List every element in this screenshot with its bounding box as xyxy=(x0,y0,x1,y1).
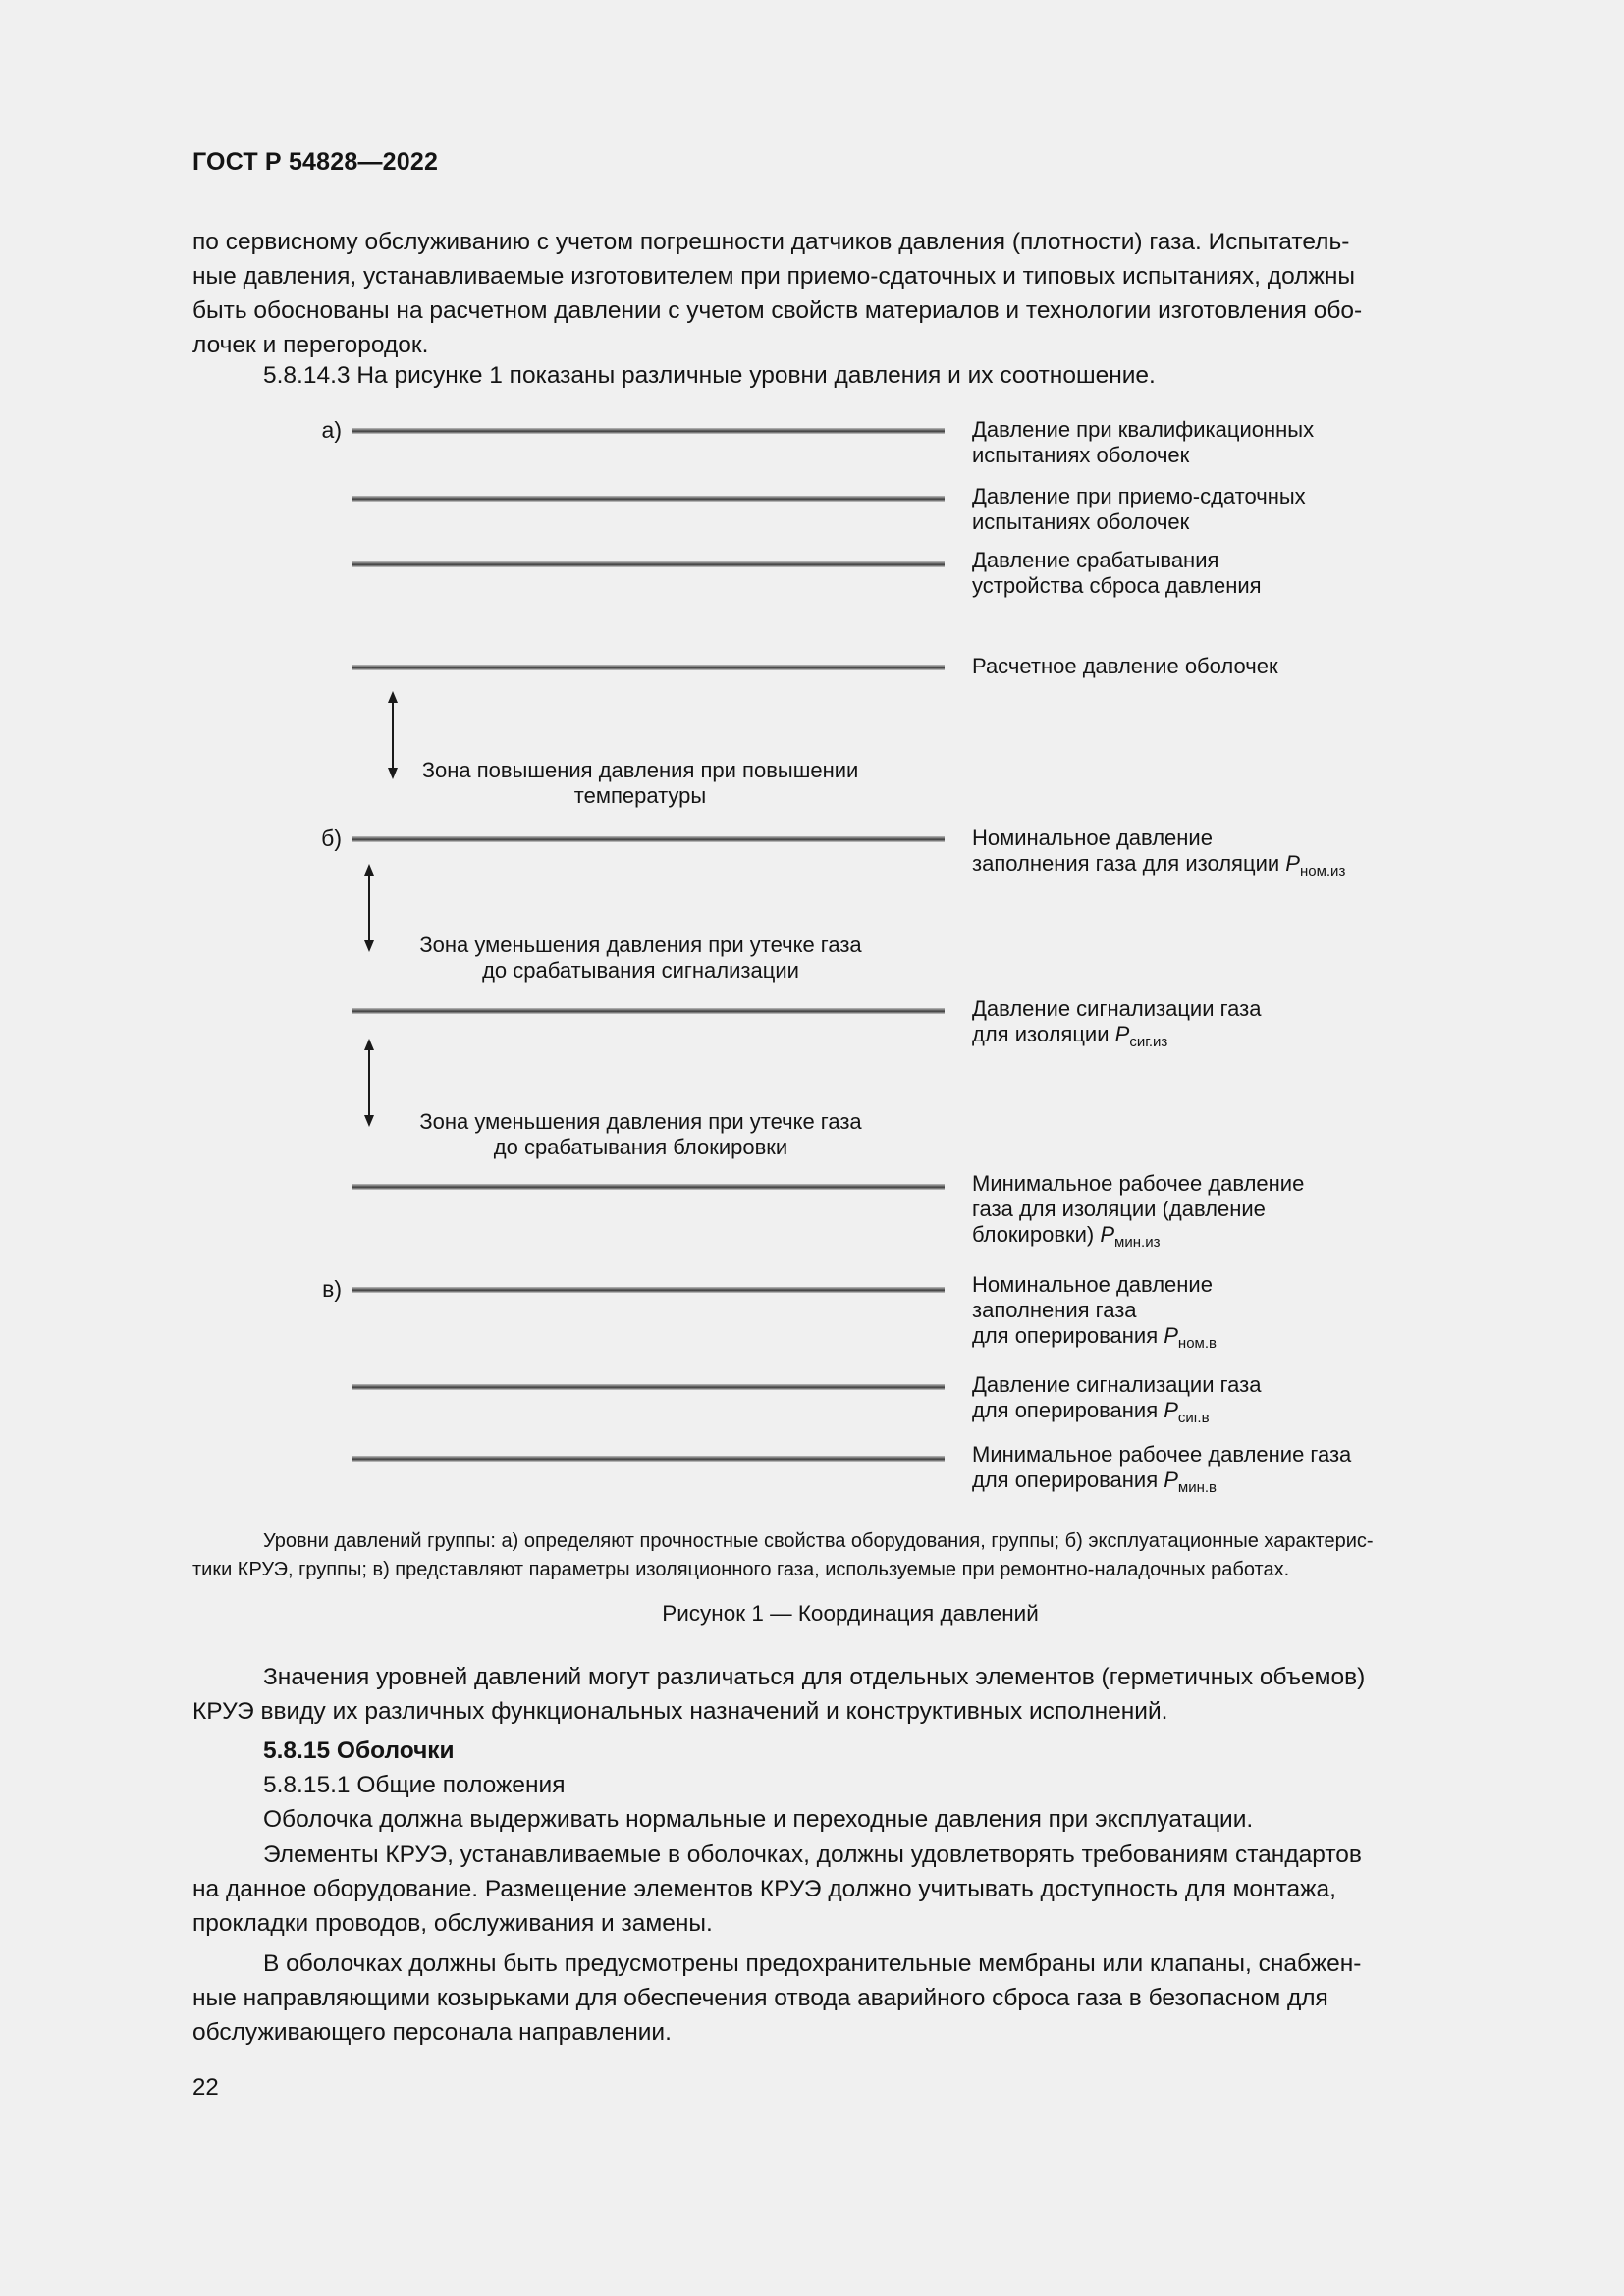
pressure-level-line xyxy=(352,1287,945,1293)
level-label-design-pressure: Расчетное давление оболочек xyxy=(972,654,1278,678)
clause-5-8-15-1: 5.8.15.1 Общие положения xyxy=(263,1772,566,1798)
paragraph-pressure-levels: Значения уровней давлений могут различаться для отдельных элементов (герметичных объемов) КРУЭ ввиду их различных функциональных назначений и конструктивных исполнений. xyxy=(192,1664,1366,1725)
pressure-level-line xyxy=(352,1008,945,1014)
clause-5-8-14-3: 5.8.14.3 На рисунке 1 показаны различные уровни давления и их соотношение. xyxy=(263,362,1156,389)
paragraph-membranes: В оболочках должны быть предусмотрены предохранительные мембраны или клапаны, снабжен- ные направляющими козырьками для обеспечения отвода аварийного сброса газа в безопасном для обслуживающего персонала направлении. xyxy=(192,1950,1362,2046)
pressure-level-line xyxy=(352,1384,945,1390)
pressure-level-line xyxy=(352,1456,945,1462)
section-heading-5-8-15: 5.8.15 Оболочки xyxy=(263,1737,455,1764)
level-label-relief-device: Давление срабатывания устройства сброса давления xyxy=(972,548,1262,598)
level-label-alarm-insulation: Давление сигнализации газа для изоляции $P_{сиг.из}$ xyxy=(972,996,1262,1050)
group-letter-b: б) xyxy=(321,826,342,851)
zone-label-temperature-rise: Зона повышения давления при повышении температуры xyxy=(421,758,859,808)
level-label-alarm-operation: Давление сигнализации газа для оперирования $P_{сиг.в}$ xyxy=(972,1372,1262,1426)
text-line: по сервисному обслуживанию с учетом погрешности датчиков давления (плотности) газа. Испытатель- xyxy=(192,229,1350,255)
level-label-acceptance-test: Давление при приемо-сдаточных испытаниях оболочек xyxy=(972,484,1306,534)
figure-note: Уровни давлений группы: а) определяют прочностные свойства оборудования, группы; б) эксплуатационные характерис- тики КРУЭ, группы; в) представляют параметры изоляционного газа, используемые при ремонтно-наладочных работах. xyxy=(192,1530,1374,1580)
level-label-minimum-insulation: Минимальное рабочее давление газа для изоляции (давление блокировки) $P_{мин.из}$ xyxy=(972,1171,1305,1251)
paragraph-elements: Элементы КРУЭ, устанавливаемые в оболочках, должны удовлетворять требованиям стандартов на данное оборудование. Размещение элементов КРУЭ должно учитывать доступность для монтажа, прокладки проводов, обслуживания и замены. xyxy=(192,1842,1362,1937)
double-arrow-icon xyxy=(361,1039,377,1127)
group-letter-a: а) xyxy=(321,417,342,443)
level-label-minimum-operation: Минимальное рабочее давление газа для оперирования $P_{мин.в}$ xyxy=(972,1442,1352,1496)
level-label-nominal-insulation: Номинальное давление заполнения газа для изоляции $P_{ном.из}$ xyxy=(972,826,1346,880)
document-header: ГОСТ Р 54828—2022 xyxy=(192,148,439,176)
text-line: быть обоснованы на расчетном давлении с учетом свойств материалов и технологии изготовления обо- xyxy=(192,297,1363,324)
double-arrow-icon xyxy=(361,864,377,952)
text-line: лочек и перегородок. xyxy=(192,332,429,358)
pressure-level-line xyxy=(352,1184,945,1190)
zone-label-leak-to-alarm: Зона уменьшения давления при утечке газа до срабатывания сигнализации xyxy=(419,933,862,983)
pressure-level-line xyxy=(352,836,945,842)
level-label-qualification-test: Давление при квалификационных испытаниях оболочек xyxy=(972,417,1315,467)
pressure-level-line xyxy=(352,561,945,567)
double-arrow-icon xyxy=(385,691,401,779)
pressure-level-line xyxy=(352,428,945,434)
paragraph-enclosure-pressure: Оболочка должна выдерживать нормальные и переходные давления при эксплуатации. xyxy=(263,1806,1254,1833)
intro-paragraph xyxy=(192,225,1508,362)
page-number: 22 xyxy=(192,2074,219,2101)
figure-caption: Рисунок 1 — Координация давлений xyxy=(662,1601,1039,1626)
text-line: ные давления, устанавливаемые изготовителем при приемо-сдаточных и типовых испытаниях, должны xyxy=(192,263,1355,290)
pressure-level-line xyxy=(352,496,945,502)
level-label-nominal-operation: Номинальное давление заполнения газа для оперирования $P_{ном.в}$ xyxy=(972,1272,1217,1352)
group-letter-v: в) xyxy=(322,1276,342,1302)
zone-label-leak-to-lockout: Зона уменьшения давления при утечке газа до срабатывания блокировки xyxy=(419,1109,862,1159)
pressure-level-line xyxy=(352,665,945,670)
